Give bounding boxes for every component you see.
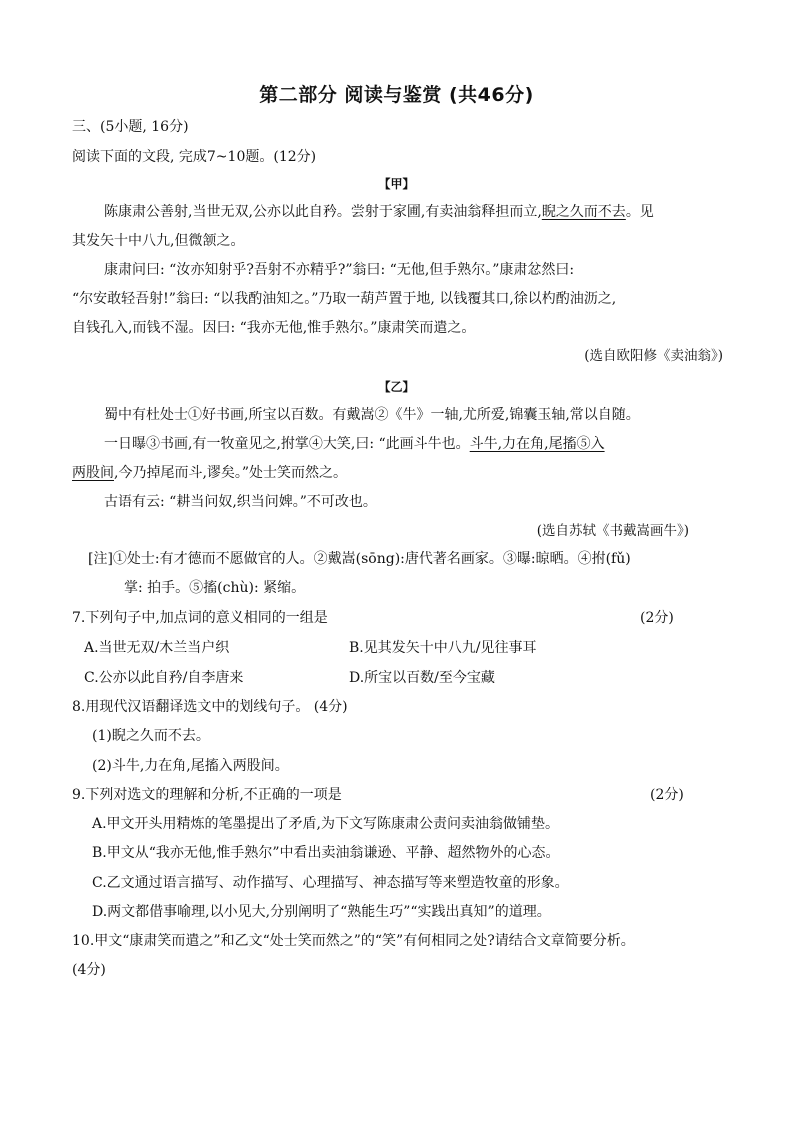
question-9-option-a: A.甲文开头用精炼的笔墨提出了矛盾,为下文写陈康肃公责问卖油翁做铺垫。: [92, 816, 560, 832]
passage-b-label: 【乙】: [378, 380, 415, 394]
question-10-stem: 10.甲文“康肃笑而遣之”和乙文“处士笑而然之”的“笑”有何相同之处?请结合文章简要分析。: [72, 933, 635, 949]
question-10-score: (4分): [72, 962, 106, 978]
question-9-option-d: D.两文都借事喻理,以小见大,分别阐明了“熟能生巧”“实践出真知”的道理。: [92, 904, 551, 920]
passage-a-line: [104, 202, 654, 222]
question-8-stem: 8.用现代汉语翻译选文中的划线句子。 (4分): [72, 699, 348, 715]
underlined-sentence: 斗牛,力在角,尾搐⑤入: [469, 436, 605, 452]
question-9-option-c: C.乙文通过语言描写、动作描写、心理描写、神态描写等来塑造牧童的形象。: [92, 875, 569, 891]
passage-text: 。见: [625, 204, 654, 220]
passage-a-line: 其发矢十中八九,但微颔之。: [72, 233, 245, 249]
question-9-stem: 9.下列对选文的理解和分析,不正确的一项是: [72, 787, 342, 803]
underlined-sentence: 睨之久而不去: [541, 204, 626, 220]
question-7-score: (2分): [640, 610, 674, 626]
annotation-note: [注]①处士:有才德而不愿做官的人。②戴嵩(sōng):唐代著名画家。③曝:晾晒。④拊(fǔ): [88, 551, 631, 567]
question-7-option-c: C.公亦以此自矜/自李唐来: [84, 670, 244, 686]
passage-text: 陈康肃公善射,当世无双,公亦以此自矜。尝射于家圃,有卖油翁释担而立,: [104, 204, 542, 220]
passage-text: ,今乃掉尾而斗,谬矣。”处士笑而然之。: [114, 465, 348, 481]
annotation-note: 掌: 拍手。⑤搐(chù): 紧缩。: [124, 580, 306, 596]
passage-b-line: 蜀中有杜处士①好书画,所宝以百数。有戴嵩②《牛》一轴,尤所爱,锦囊玉轴,常以自随。: [104, 407, 640, 423]
passage-a-line: 康肃问曰: “汝亦知射乎?吾射不亦精乎?”翁曰: “无他,但手熟尔。”康肃忿然曰:: [104, 262, 575, 278]
question-8-item: (2)斗牛,力在角,尾搐入两股间。: [92, 758, 289, 774]
question-7-option-b: B.见其发矢十中八九/见往事耳: [349, 640, 537, 656]
passage-a-line: 自钱孔入,而钱不湿。因曰: “我亦无他,惟手熟尔。”康肃笑而遣之。: [72, 320, 476, 336]
page-title: 第二部分 阅读与鉴赏 (共46分): [259, 84, 534, 106]
instruction-text: 阅读下面的文段, 完成7~10题。(12分): [72, 149, 317, 165]
passage-a-label: 【甲】: [378, 177, 415, 191]
question-9-score: (2分): [650, 787, 684, 803]
passage-a-line: “尔安敢轻吾射!”翁曰: “以我酌油知之。”乃取一葫芦置于地, 以钱覆其口,徐以杓酌油沥之,: [72, 291, 617, 307]
underlined-sentence: 两股间: [72, 465, 114, 481]
passage-b-source: (选自苏轼《书戴嵩画牛》): [536, 523, 689, 539]
passage-b-line: 古语有云: “耕当问奴,织当问婢。”不可改也。: [104, 494, 377, 510]
passage-b-line: [104, 434, 605, 454]
passage-a-source: (选自欧阳修《卖油翁》): [584, 348, 723, 364]
section-heading: 三、(5小题, 16分): [72, 119, 189, 135]
question-9-option-b: B.甲文从“我亦无他,惟手熟尔”中看出卖油翁谦逊、平静、超然物外的心态。: [92, 845, 560, 861]
question-7-stem: 7.下列句子中,加点词的意义相同的一组是: [72, 610, 328, 626]
passage-text: 一日曝③书画,有一牧童见之,拊掌④大笑,曰: “此画斗牛也。: [104, 436, 470, 452]
question-7-option-a: A.当世无双/木兰当户织: [84, 640, 230, 656]
passage-b-line: [72, 463, 347, 483]
question-7-option-d: D.所宝以百数/至今宝藏: [349, 670, 495, 686]
question-8-item: (1)睨之久而不去。: [92, 728, 210, 744]
